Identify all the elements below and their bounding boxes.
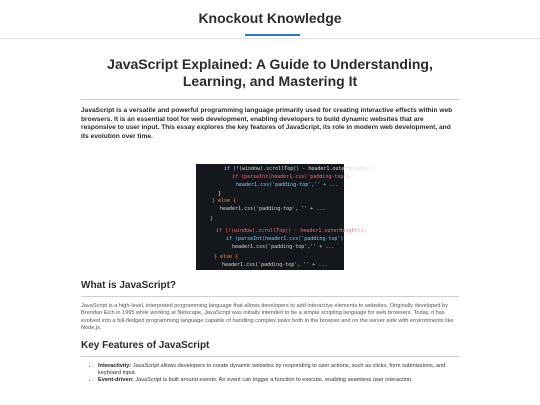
- title-underline: [245, 34, 300, 36]
- feature-text: JavaScript is built around events. An event can trigger a function to execute, enabling seamless user interaction.: [135, 376, 413, 383]
- feature-text: JavaScript allows developers to create dynamic websites by responding to user actions, such as clicks, form submissions, and keyboard input.: [98, 362, 446, 376]
- hero-image-code-editor: if (!(window).scrollTop() - header1.outerHeight(); if (parseInt(header1.css('padding-top') header1.css('padding-top','' + ... } } else { header1.css('padding-top', '' + ... } if (!(window).scrollTop() - header1.outerHeight(); if (parseInt(header1.css('padding-top') header1.css('padding-top','' + ... } else { header1.css('padding-top', '' + ...: [196, 164, 344, 270]
- divider: [81, 99, 459, 100]
- list-item: [98, 377, 459, 384]
- feature-list: [81, 363, 459, 384]
- article-intro: JavaScript is a versatile and powerful programming language primarily used for creating interactive effects within web browsers. It is an essential tool for web development, enabling developers to build dynamic websites that are responsive to user input. This essay explores the key features of JavaScript, its role in modern web development, and its evolution over time.: [81, 107, 453, 140]
- list-item: [98, 363, 459, 377]
- divider: [81, 356, 459, 357]
- divider: [81, 296, 459, 297]
- section-body-what-is-js: JavaScript is a high-level, interpreted programming language that allows developers to add interactive elements to websites. Originally developed by Brendan Eich in 1995 while working at Netscape, JavaScript was initially intended to be a simple scripting language for web browsers. Today, it has evolved into a full-fledged programming language capable of handling complex tasks both in the browser and on the server-side with environments like Node.js.: [81, 303, 454, 331]
- section-heading-key-features: Key Features of JavaScript: [81, 339, 210, 351]
- section-heading-what-is-js: What is JavaScript?: [81, 280, 177, 292]
- article-title: JavaScript Explained: A Guide to Understanding, Learning, and Mastering It: [107, 56, 433, 89]
- site-title[interactable]: Knockout Knowledge: [198, 10, 342, 26]
- feature-term: Event-driven:: [98, 376, 134, 383]
- feature-term: Interactivity:: [98, 362, 132, 369]
- article: [81, 39, 459, 384]
- site-header: [0, 0, 540, 39]
